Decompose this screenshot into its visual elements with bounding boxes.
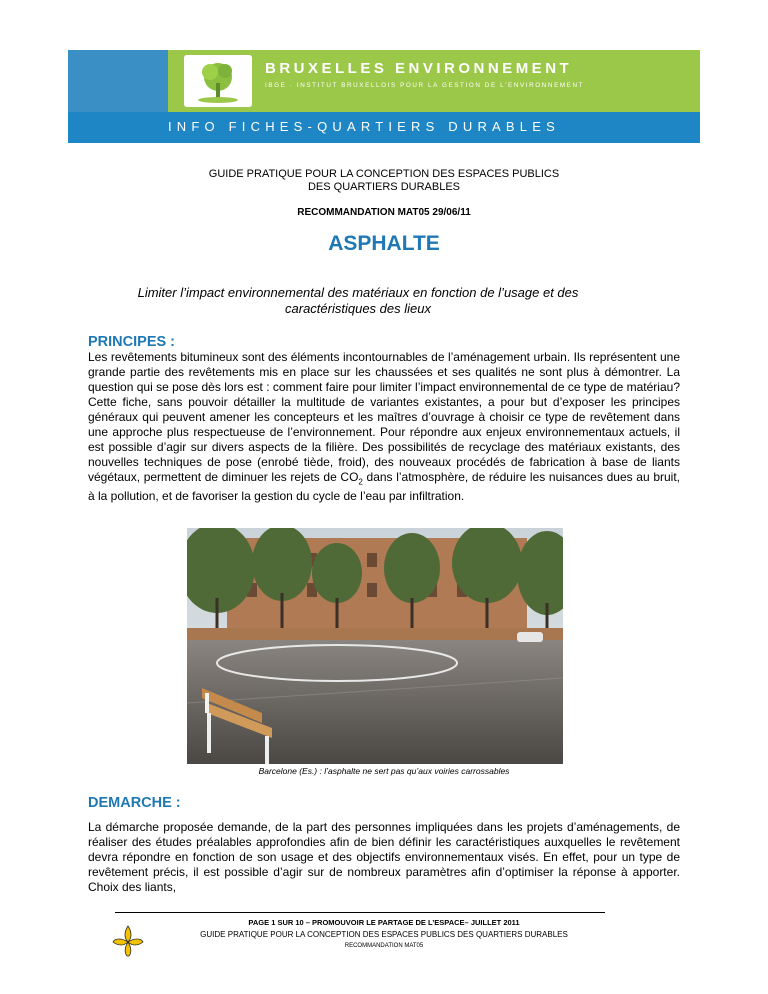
photo-caption: Barcelone (Es.) : l’asphalte ne sert pas qu’aux voiries carrossables — [258, 766, 510, 776]
barcelona-photo — [187, 528, 563, 764]
banner-blue-block — [68, 50, 168, 112]
bruxelles-environnement-logo — [184, 55, 252, 107]
iris-flower-icon — [110, 922, 146, 958]
guide-title — [0, 168, 768, 194]
footer-divider — [115, 912, 605, 913]
plaza-photo-illustration — [187, 528, 563, 764]
demarche-heading: DEMARCHE : — [88, 795, 181, 811]
principes-text-part2: dans l’atmosphère, de réduire les nuisances dues au bruit, à la pollution, et de favoriser la gestion du cycle de l’eau par infiltration. — [88, 470, 680, 504]
iris-logo — [110, 922, 146, 958]
page-subtitle: Limiter l’impact environnemental des matériaux en fonction de l’usage et des caractéristiques des lieux — [137, 285, 579, 316]
principes-paragraph — [88, 350, 680, 504]
page-title: ASPHALTE — [328, 232, 440, 255]
footer-recommendation: RECOMMANDATION MAT05 — [344, 943, 424, 949]
header-banner — [68, 50, 700, 143]
demarche-paragraph: La démarche proposée demande, de la part des personnes impliquées dans les projets d’aménagements, de réaliser des études préalables approfondies afin de bien définir les caractéristiques auxquelles le revêtement devra répondre en fonction de son usage et des objectifs environnementaux visés. En effet, pour un type de revêtement précis, il est possible d’agir sur de nombreux paramètres afin d’optimiser la réponse à apporter. Choix des liants, — [88, 820, 680, 894]
principes-heading: PRINCIPES : — [88, 334, 176, 350]
tree-logo-icon — [184, 55, 252, 107]
organization-subtitle: IBGE · INSTITUT BRUXELLOIS POUR LA GESTION DE L'ENVIRONNEMENT — [265, 82, 585, 89]
series-title: INFO FICHES-QUARTIERS DURABLES — [168, 119, 560, 134]
footer-page-info: PAGE 1 SUR 10 – PROMOUVOIR LE PARTAGE DE L’ESPACE– JUILLET 2011 — [248, 918, 520, 927]
principes-text-part1: Les revêtements bitumineux sont des éléments incontournables de l’aménagement urbain. Ils représentent une grande partie des revêtements mis en place sur les chaussées et ses qualités ne sont plus à démontrer. La question qui se pose dès lors est : comment faire pour limiter l’impact environnemental de ce type de matériau? Cette fiche, sans pouvoir détailler la multitude de variantes existantes, a pour but d’exposer les principes généraux qui peuvent amener les concepteurs et les maîtres d’ouvrage à choisir ce type de revêtement dans une approche plus respectueuse de l’environnement. Pour répondre aux enjeux environnementaux actuels, il est possible d’agir sur divers aspects de la filière. Des possibilités de recyclage des matériaux existants, des nouvelles techniques de pose (enrobé tiède, froid), des nouveaux procédés de fabrication à base de liants végétaux, permettent de diminuer les rejets de CO — [88, 350, 680, 484]
organization-name: BRUXELLES ENVIRONNEMENT — [265, 60, 573, 77]
guide-title-line1: GUIDE PRATIQUE POUR LA CONCEPTION DES ESPACES PUBLICS — [208, 168, 560, 180]
recommendation-ref: RECOMMANDATION MAT05 29/06/11 — [297, 207, 471, 218]
guide-title-line2: DES QUARTIERS DURABLES — [307, 181, 460, 193]
co2-subscript: 2 — [358, 477, 363, 487]
footer-guide-title: GUIDE PRATIQUE POUR LA CONCEPTION DES ESPACES PUBLICS DES QUARTIERS DURABLES — [200, 930, 568, 939]
